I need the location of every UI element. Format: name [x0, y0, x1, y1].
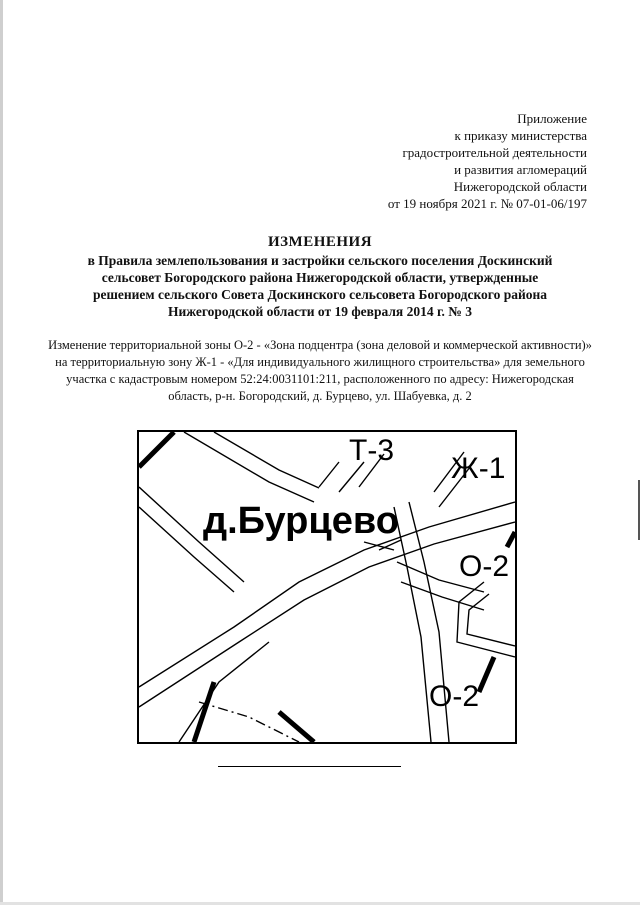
- bold-boundary: [194, 682, 214, 742]
- description-line: участка с кадастровым номером 52:24:0031101:211, расположенного по адресу: Нижегородская: [66, 372, 574, 386]
- boundary-line: [199, 702, 299, 742]
- divider-line: [218, 766, 401, 767]
- appendix-line: градостроительной деятельности: [402, 145, 587, 160]
- appendix-line: к приказу министерства: [454, 128, 587, 143]
- description-line: на территориальную зону Ж-1 - «Для индивидуального жилищного строительства» для земельного: [55, 355, 585, 369]
- title-line: в Правила землепользования и застройки сельского поселения Доскинский: [87, 253, 553, 268]
- zone-label-o2-upper: О-2: [459, 550, 510, 583]
- village-label: д.Бурцево: [203, 500, 399, 542]
- road-top-edge: [214, 432, 319, 488]
- parcel-outline-inner: [467, 594, 515, 646]
- change-description: [40, 337, 600, 405]
- parcel-outline: [457, 582, 515, 657]
- zone-label-zh1: Ж-1: [451, 452, 506, 485]
- description-line: область, р-н. Богородский, д. Бурцево, ул. Шабуевка, д. 2: [168, 389, 472, 403]
- appendix-line: и развития агломераций: [454, 162, 587, 177]
- appendix-line: Нижегородской области: [453, 179, 587, 194]
- road-center-edge: [394, 507, 431, 742]
- appendix-line: Приложение: [517, 111, 587, 126]
- appendix-line: от 19 ноября 2021 г. № 07-01-06/197: [387, 196, 587, 211]
- road-lower: [179, 642, 269, 742]
- title-line: Нижегородской области от 19 февраля 2014 г. № 3: [167, 304, 472, 319]
- bold-boundary: [507, 532, 515, 547]
- zone-label-o2-lower: О-2: [429, 680, 480, 713]
- road-top: [184, 432, 314, 502]
- zoning-map: [137, 430, 517, 744]
- bold-boundary: [139, 432, 174, 467]
- bold-boundary: [479, 657, 494, 692]
- title-line: сельсовет Богородского района Нижегородской области, утвержденные: [101, 270, 539, 285]
- zone-label-t3: Т-3: [349, 434, 394, 467]
- title-heading: ИЗМЕНЕНИЯ: [267, 234, 373, 250]
- scan-edge-left: [0, 0, 3, 905]
- appendix-block: [388, 110, 587, 212]
- hatch-line: [319, 462, 339, 487]
- title-line: решением сельского Совета Доскинского сельсовета Богородского района: [92, 287, 548, 302]
- document-title: [40, 232, 600, 320]
- description-line: Изменение территориальной зоны О-2 - «Зона подцентра (зона деловой и коммерческой активности)»: [48, 338, 592, 352]
- bold-boundary: [279, 712, 314, 742]
